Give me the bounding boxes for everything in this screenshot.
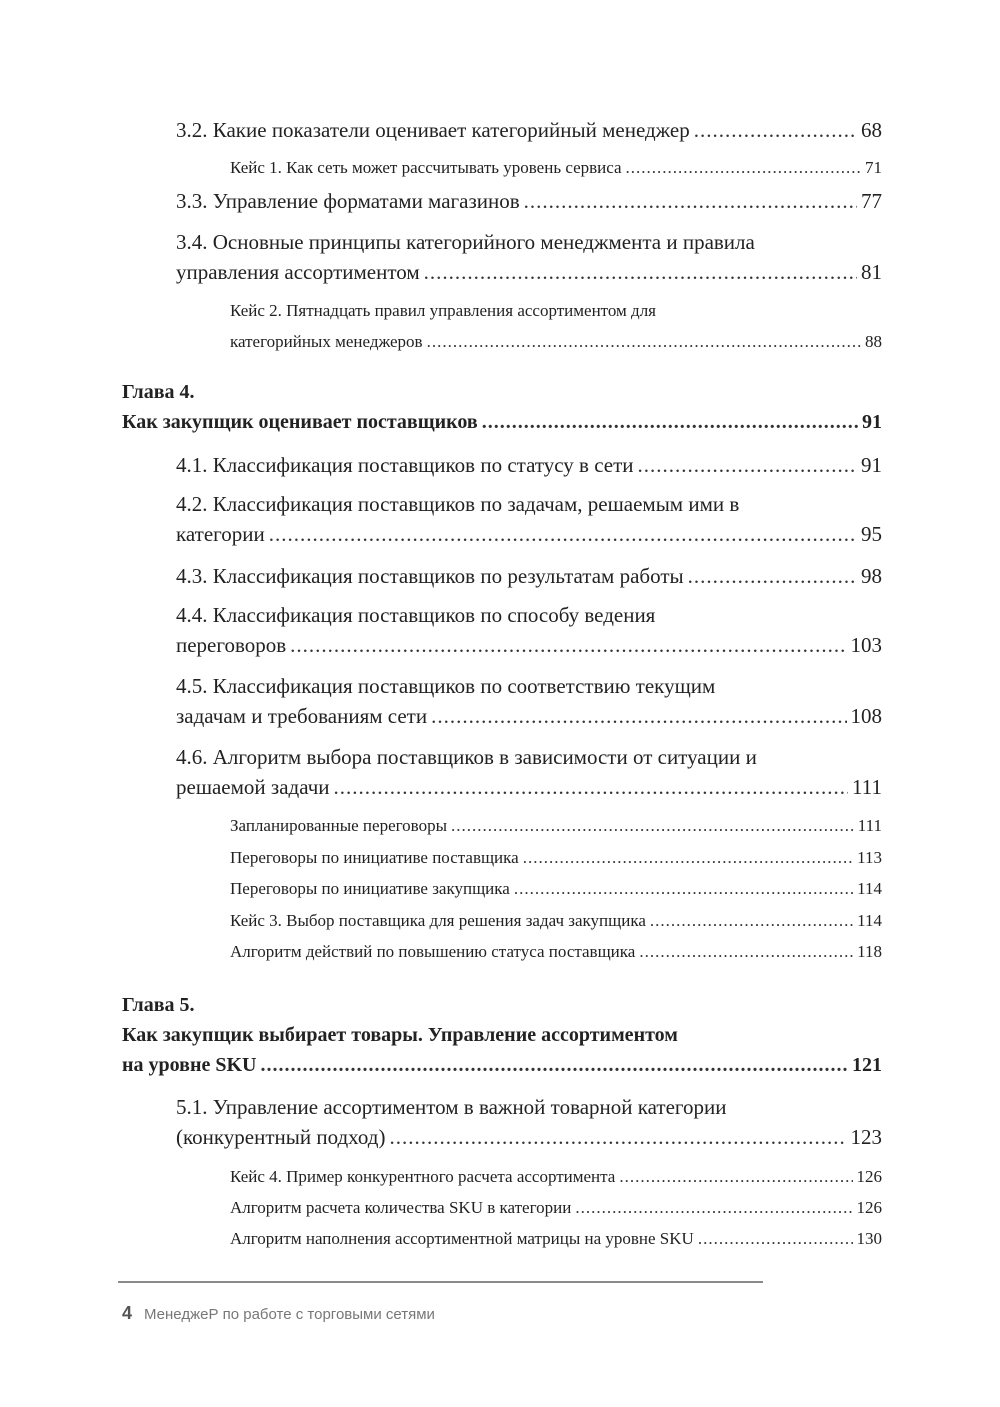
page-number: 71 [865, 158, 882, 177]
toc-entry-status-algorithm[interactable]: Алгоритм действий по повышению статуса поставщика ..... 118 [230, 936, 882, 967]
toc-chapter-5[interactable]: Глава 5. Как закупщик выбирает товары. Управление ассортиментом на уровне SKU ..... 121 [122, 990, 882, 1080]
toc-entry-matrix-algorithm[interactable]: Алгоритм наполнения ассортиментной матрицы на уровне SKU ..... 130 [230, 1223, 882, 1254]
toc-entry-4-3[interactable]: 4.3. Классификация поставщиков по результатам работы ..... 98 [176, 561, 882, 591]
running-title: МенеджеР по работе с торговыми сетями [144, 1306, 435, 1323]
toc-entry-planned-negotiations[interactable]: Запланированные переговоры ..... 111 [230, 810, 882, 841]
page-number: 113 [857, 848, 882, 867]
page-number: 88 [865, 332, 882, 351]
page-number: 98 [861, 564, 882, 588]
toc-entry-sku-count-algorithm[interactable]: Алгоритм расчета количества SKU в категории ..... 126 [230, 1192, 882, 1223]
footer-page-number: 4 [122, 1303, 133, 1323]
page-number: 81 [861, 260, 882, 284]
toc-entry-3-4[interactable]: 3.4. Основные принципы категорийного менеджмента и правила управления ассортиментом ..... 81 [176, 227, 882, 287]
page-number: 108 [850, 704, 882, 728]
footer-divider [118, 1281, 763, 1283]
page-number: 130 [856, 1229, 882, 1248]
page-number: 68 [861, 118, 882, 142]
page-footer [122, 1303, 435, 1324]
page-number: 114 [857, 911, 882, 930]
chapter-label: Глава 4. [122, 381, 195, 403]
page-number: 77 [861, 189, 882, 213]
toc-entry-case-3[interactable]: Кейс 3. Выбор поставщика для решения задач закупщика ..... 114 [230, 905, 882, 936]
toc-entry-4-2[interactable]: 4.2. Классификация поставщиков по задачам, решаемым ими в категории ..... 95 [176, 489, 882, 549]
page-number: 123 [850, 1125, 882, 1149]
page-number: 126 [856, 1167, 882, 1186]
page-number: 91 [861, 453, 882, 477]
page-number: 95 [861, 522, 882, 546]
page-number: 118 [857, 942, 882, 961]
toc-entry-3-3[interactable]: 3.3. Управление форматами магазинов ..... 77 [176, 186, 882, 216]
page-number: 111 [852, 775, 882, 799]
toc-entry-4-5[interactable]: 4.5. Классификация поставщиков по соответствию текущим задачам и требованиям сети ..... 108 [176, 671, 882, 731]
toc-entry-3-2[interactable]: 3.2. Какие показатели оценивает категорийный менеджер ..... 68 [176, 115, 882, 145]
toc-entry-case-2[interactable]: Кейс 2. Пятнадцать правил управления ассортиментом для категорийных менеджеров ..... 88 [230, 295, 882, 357]
toc-entry-5-1[interactable]: 5.1. Управление ассортиментом в важной товарной категории (конкурентный подход) ..... 123 [176, 1092, 882, 1152]
toc-entry-buyer-initiative[interactable]: Переговоры по инициативе закупщика ..... 114 [230, 873, 882, 904]
page-number: 103 [850, 633, 882, 657]
toc-entry-case-4[interactable]: Кейс 4. Пример конкурентного расчета ассортимента ..... 126 [230, 1161, 882, 1192]
page-number: 91 [862, 411, 882, 433]
toc-chapter-4[interactable]: Глава 4. Как закупщик оценивает поставщиков ..... 91 [122, 377, 882, 437]
toc-entry-4-4[interactable]: 4.4. Классификация поставщиков по способу ведения переговоров ..... 103 [176, 600, 882, 660]
page-number: 114 [857, 879, 882, 898]
toc-entry-supplier-initiative[interactable]: Переговоры по инициативе поставщика ..... 113 [230, 842, 882, 873]
page-number: 121 [852, 1054, 882, 1076]
toc-entry-case-1[interactable]: Кейс 1. Как сеть может рассчитывать уровень сервиса ..... 71 [230, 152, 882, 183]
page-number: 111 [857, 816, 882, 835]
toc-entry-4-6[interactable]: 4.6. Алгоритм выбора поставщиков в зависимости от ситуации и решаемой задачи ..... 111 [176, 742, 882, 802]
page-number: 126 [856, 1198, 882, 1217]
toc-entry-4-1[interactable]: 4.1. Классификация поставщиков по статусу в сети ..... 91 [176, 450, 882, 480]
chapter-label: Глава 5. [122, 994, 195, 1016]
